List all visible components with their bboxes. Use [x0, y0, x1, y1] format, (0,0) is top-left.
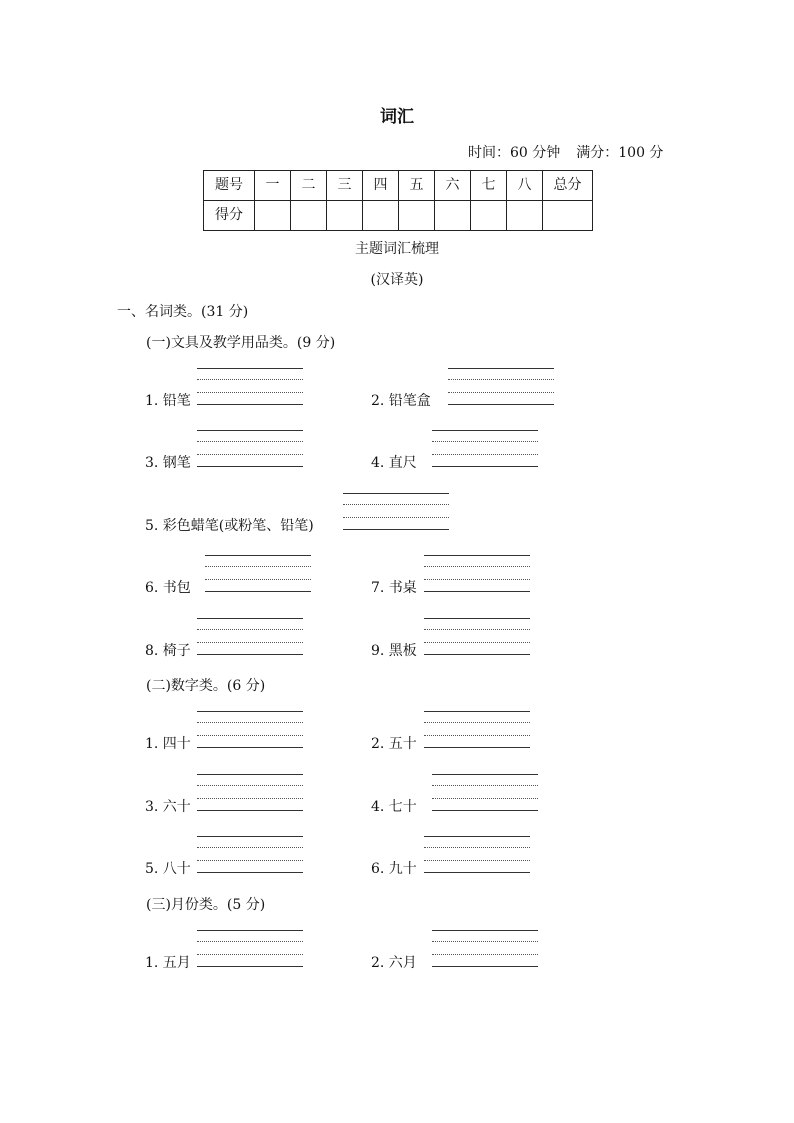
score-header-cell: 总分 — [543, 171, 593, 201]
answer-lines[interactable] — [197, 711, 303, 748]
vocab-item: 5. 彩色蜡笔(或粉笔、铅笔) — [145, 518, 314, 534]
exam-full-score: 满分：100 分 — [576, 145, 664, 161]
vocab-item: 5. 八十 — [145, 861, 191, 877]
vocab-item: 2. 六月 — [371, 955, 417, 971]
page-title: 词汇 — [380, 107, 414, 127]
vocab-item: 3. 六十 — [145, 799, 191, 815]
vocab-item: 4. 七十 — [371, 799, 417, 815]
vocab-item: 4. 直尺 — [371, 455, 417, 471]
answer-lines[interactable] — [343, 493, 449, 530]
score-header-cell: 五 — [399, 171, 435, 201]
vocab-item: 2. 五十 — [371, 736, 417, 752]
score-row-label: 得分 — [204, 201, 255, 231]
answer-lines[interactable] — [197, 618, 303, 655]
score-header-cell: 二 — [291, 171, 327, 201]
score-table-header-row — [204, 171, 593, 201]
answer-lines[interactable] — [432, 930, 538, 967]
answer-lines[interactable] — [197, 430, 303, 467]
score-header-cell: 七 — [471, 171, 507, 201]
score-input-cell[interactable] — [363, 201, 399, 231]
vocab-item: 6. 书包 — [145, 580, 191, 596]
subsection-heading: (二)数字类。(6 分) — [146, 678, 266, 694]
answer-lines[interactable] — [448, 368, 554, 405]
vocab-item: 2. 铅笔盒 — [371, 393, 431, 409]
score-input-cell[interactable] — [471, 201, 507, 231]
answer-lines[interactable] — [197, 930, 303, 967]
score-header-cell: 八 — [507, 171, 543, 201]
answer-lines[interactable] — [424, 711, 530, 748]
score-table — [203, 170, 593, 231]
vocab-item: 1. 铅笔 — [145, 393, 191, 409]
score-input-cell[interactable] — [399, 201, 435, 231]
vocab-item: 8. 椅子 — [145, 643, 191, 659]
score-header-cell: 四 — [363, 171, 399, 201]
answer-lines[interactable] — [197, 774, 303, 811]
subsection-heading: (一)文具及教学用品类。(9 分) — [146, 335, 336, 351]
vocab-item: 9. 黑板 — [371, 643, 417, 659]
vocab-item: 1. 五月 — [145, 955, 191, 971]
vocab-item: 7. 书桌 — [371, 580, 417, 596]
section-heading: 一、名词类。(31 分) — [117, 304, 249, 320]
answer-lines[interactable] — [205, 555, 311, 592]
score-input-cell[interactable] — [327, 201, 363, 231]
score-header-cell: 一 — [255, 171, 291, 201]
score-input-cell[interactable] — [291, 201, 327, 231]
answer-lines[interactable] — [197, 836, 303, 873]
answer-lines[interactable] — [432, 430, 538, 467]
score-input-cell[interactable] — [255, 201, 291, 231]
vocab-item: 3. 钢笔 — [145, 455, 191, 471]
answer-lines[interactable] — [424, 555, 530, 592]
vocab-item: 6. 九十 — [371, 861, 417, 877]
score-input-cell[interactable] — [543, 201, 593, 231]
score-header-cell: 题号 — [204, 171, 255, 201]
answer-lines[interactable] — [424, 618, 530, 655]
score-input-cell[interactable] — [435, 201, 471, 231]
score-header-cell: 三 — [327, 171, 363, 201]
exam-meta — [468, 144, 663, 162]
answer-lines[interactable] — [424, 836, 530, 873]
instruction-note: (汉译英) — [370, 272, 424, 288]
vocab-item: 1. 四十 — [145, 736, 191, 752]
score-header-cell: 六 — [435, 171, 471, 201]
answer-lines[interactable] — [197, 368, 303, 405]
exam-time: 时间：60 分钟 — [468, 145, 561, 161]
score-input-cell[interactable] — [507, 201, 543, 231]
subsection-heading: (三)月份类。(5 分) — [146, 897, 266, 913]
score-table-score-row — [204, 201, 593, 231]
answer-lines[interactable] — [432, 774, 538, 811]
section-subtitle: 主题词汇梳理 — [355, 241, 439, 257]
